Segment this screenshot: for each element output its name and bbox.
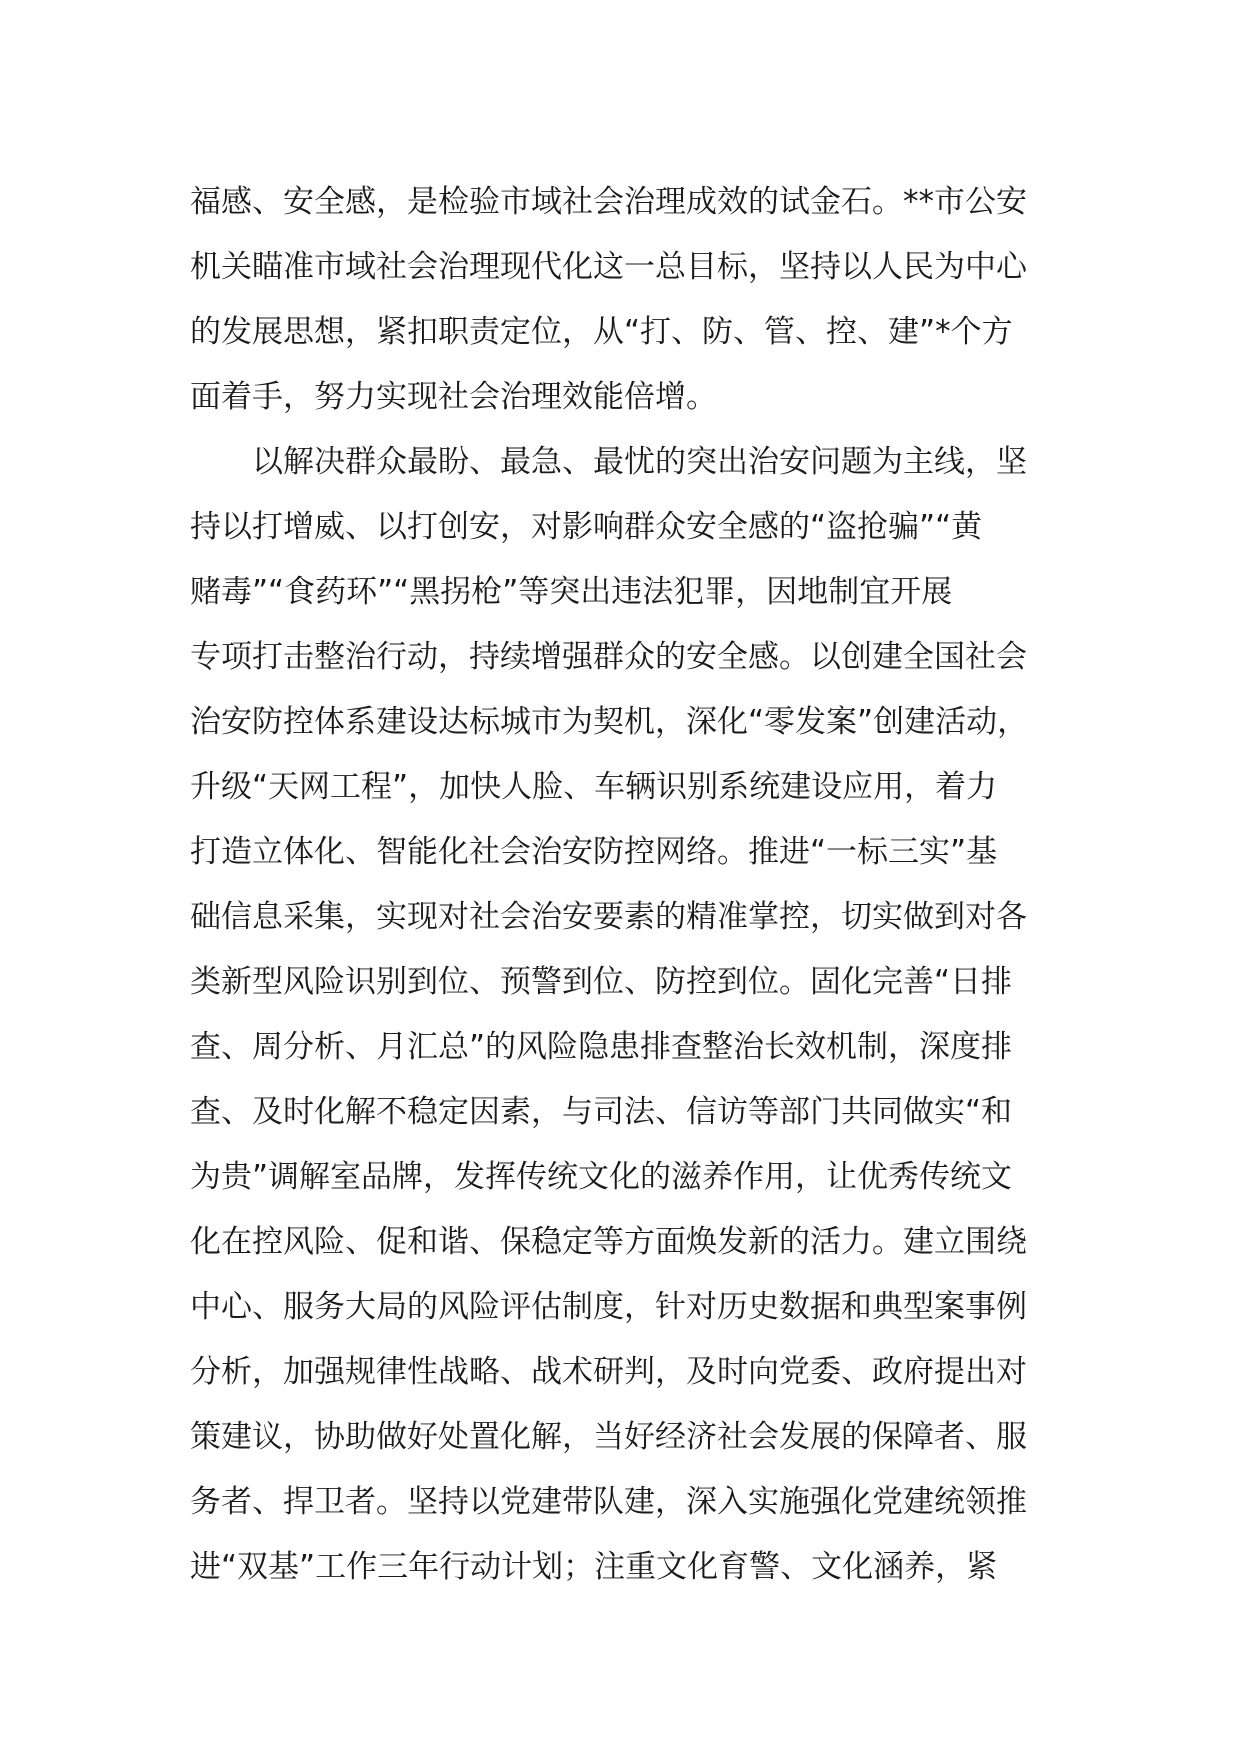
text-line: 升级“天网工程”，加快人脸、车辆识别系统建设应用，着力 — [190, 769, 998, 805]
text-line: 分析，加强规律性战略、战术研判，及时向党委、政府提出对 — [190, 1354, 1027, 1390]
text-line: 持以打增威、以打创安，对影响群众安全感的“盗抢骗”“黄 — [190, 509, 983, 545]
text-line: 务者、捍卫者。坚持以党建带队建，深入实施强化党建统领推 — [190, 1484, 1027, 1520]
text-line: 面着手，努力实现社会治理效能倍增。 — [190, 379, 717, 415]
text-line: 中心、服务大局的风险评估制度，针对历史数据和典型案事例 — [190, 1289, 1027, 1325]
text-line: 类新型风险识别到位、预警到位、防控到位。固化完善“日排 — [190, 964, 1013, 1000]
text-line: 福感、安全感，是检验市域社会治理成效的试金石。**市公安 — [190, 184, 1027, 220]
body-text — [190, 170, 1070, 1600]
paragraph-first-line: 以解决群众最盼、最急、最忧的突出治安问题为主线，坚 — [252, 444, 1027, 480]
text-line: 机关瞄准市域社会治理现代化这一总目标，坚持以人民为中心 — [190, 249, 1027, 285]
text-line: 打造立体化、智能化社会治安防控网络。推进“一标三实”基 — [190, 834, 998, 870]
text-line: 赌毒”“食药环”“黑拐枪”等突出违法犯罪，因地制宜开展 — [190, 574, 953, 610]
text-line: 础信息采集，实现对社会治安要素的精准掌控，切实做到对各 — [190, 899, 1027, 935]
text-line: 进“双基”工作三年行动计划；注重文化育警、文化涵养，紧 — [190, 1549, 998, 1585]
text-line: 策建议，协助做好处置化解，当好经济社会发展的保障者、服 — [190, 1419, 1027, 1455]
text-line: 的发展思想，紧扣职责定位，从“打、防、管、控、建”*个方 — [190, 314, 1013, 350]
text-line: 化在控风险、促和谐、保稳定等方面焕发新的活力。建立围绕 — [190, 1224, 1027, 1260]
text-line: 治安防控体系建设达标城市为契机，深化“零发案”创建活动， — [190, 704, 1029, 740]
text-line: 查、及时化解不稳定因素，与司法、信访等部门共同做实“和 — [190, 1094, 1013, 1130]
text-line: 查、周分析、月汇总”的风险隐患排查整治长效机制，深度排 — [190, 1029, 1013, 1065]
text-line: 为贵”调解室品牌，发挥传统文化的滋养作用，让优秀传统文 — [190, 1159, 1013, 1195]
text-line: 专项打击整治行动，持续增强群众的安全感。以创建全国社会 — [190, 639, 1027, 675]
